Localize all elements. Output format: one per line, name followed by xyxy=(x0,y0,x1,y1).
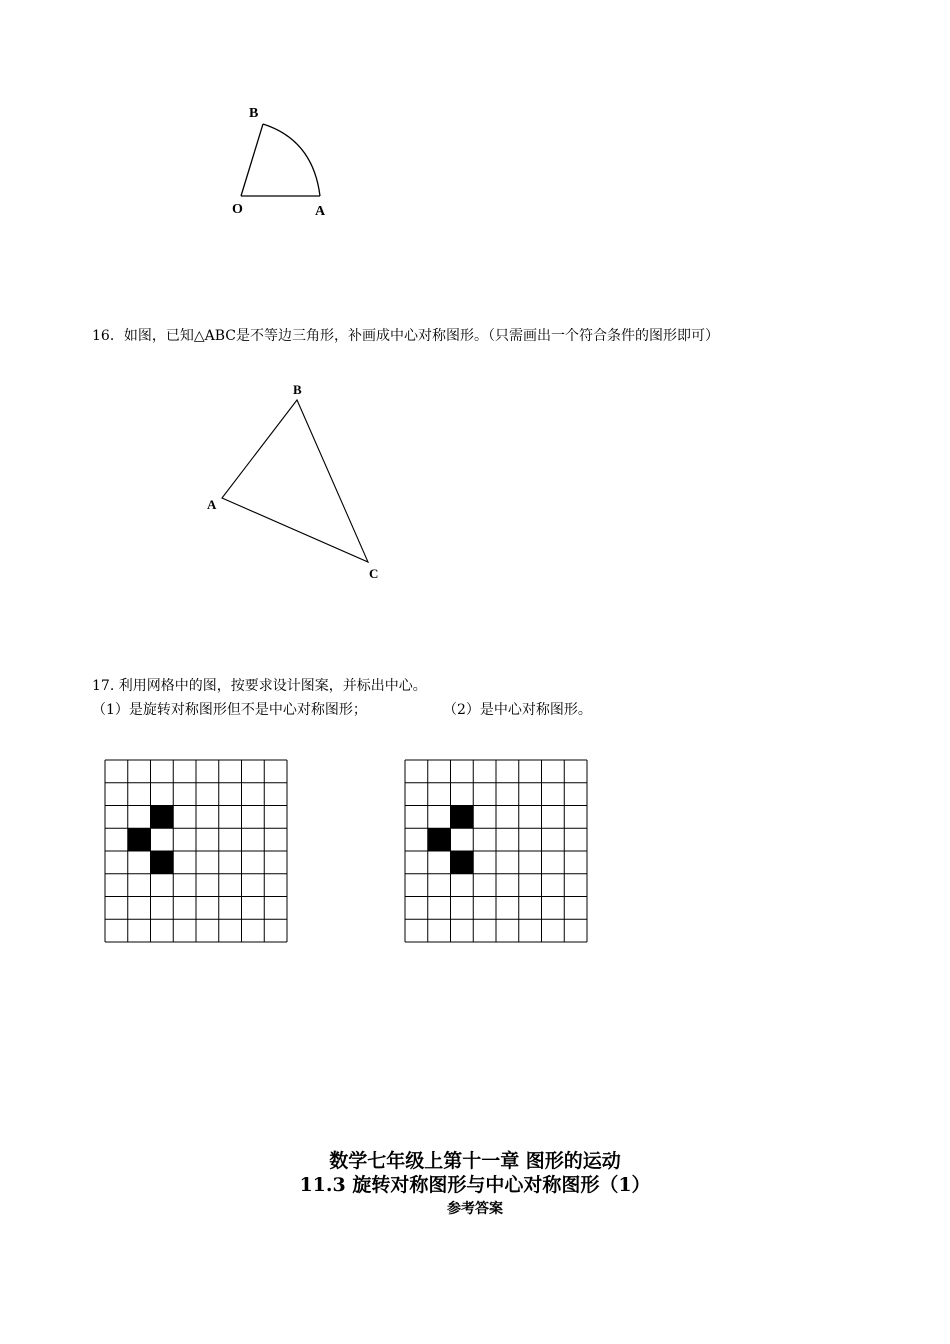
filled-cell xyxy=(428,828,451,851)
answer-title: 数学七年级上第十一章 图形的运动 xyxy=(329,1150,621,1172)
triangle-abc-figure xyxy=(200,370,400,580)
label-triangle-c: C xyxy=(369,566,379,581)
arc-ba xyxy=(263,124,320,196)
question-16-text: 16．如图，已知△ABC是不等边三角形，补画成中心对称图形。（只需画出一个符合条件的图形即可） xyxy=(92,328,719,344)
filled-cell xyxy=(151,851,174,874)
filled-cell xyxy=(128,828,151,851)
sector-figure xyxy=(225,100,345,225)
label-sector-a: A xyxy=(315,204,326,219)
answer-subtitle: 11.3 旋转对称图形与中心对称图形（1） xyxy=(299,1174,651,1196)
question-17-text: 17. 利用网格中的图，按要求设计图案，并标出中心。 xyxy=(92,678,427,694)
question-17-sub1: （1）是旋转对称图形但不是中心对称图形； xyxy=(92,702,367,718)
label-sector-o: O xyxy=(232,202,243,217)
filled-cell xyxy=(451,851,474,874)
answer-label: 参考答案 xyxy=(447,1201,503,1217)
filled-cell xyxy=(151,806,174,829)
label-sector-b: B xyxy=(249,106,259,121)
filled-cell xyxy=(451,806,474,829)
grid-left xyxy=(104,759,288,943)
triangle-abc xyxy=(222,400,368,562)
grid-right xyxy=(404,759,588,943)
label-triangle-a: A xyxy=(207,497,217,512)
question-17-sub2: （2）是中心对称图形。 xyxy=(443,702,592,718)
segment-ob xyxy=(241,124,263,196)
label-triangle-b: B xyxy=(293,382,302,397)
